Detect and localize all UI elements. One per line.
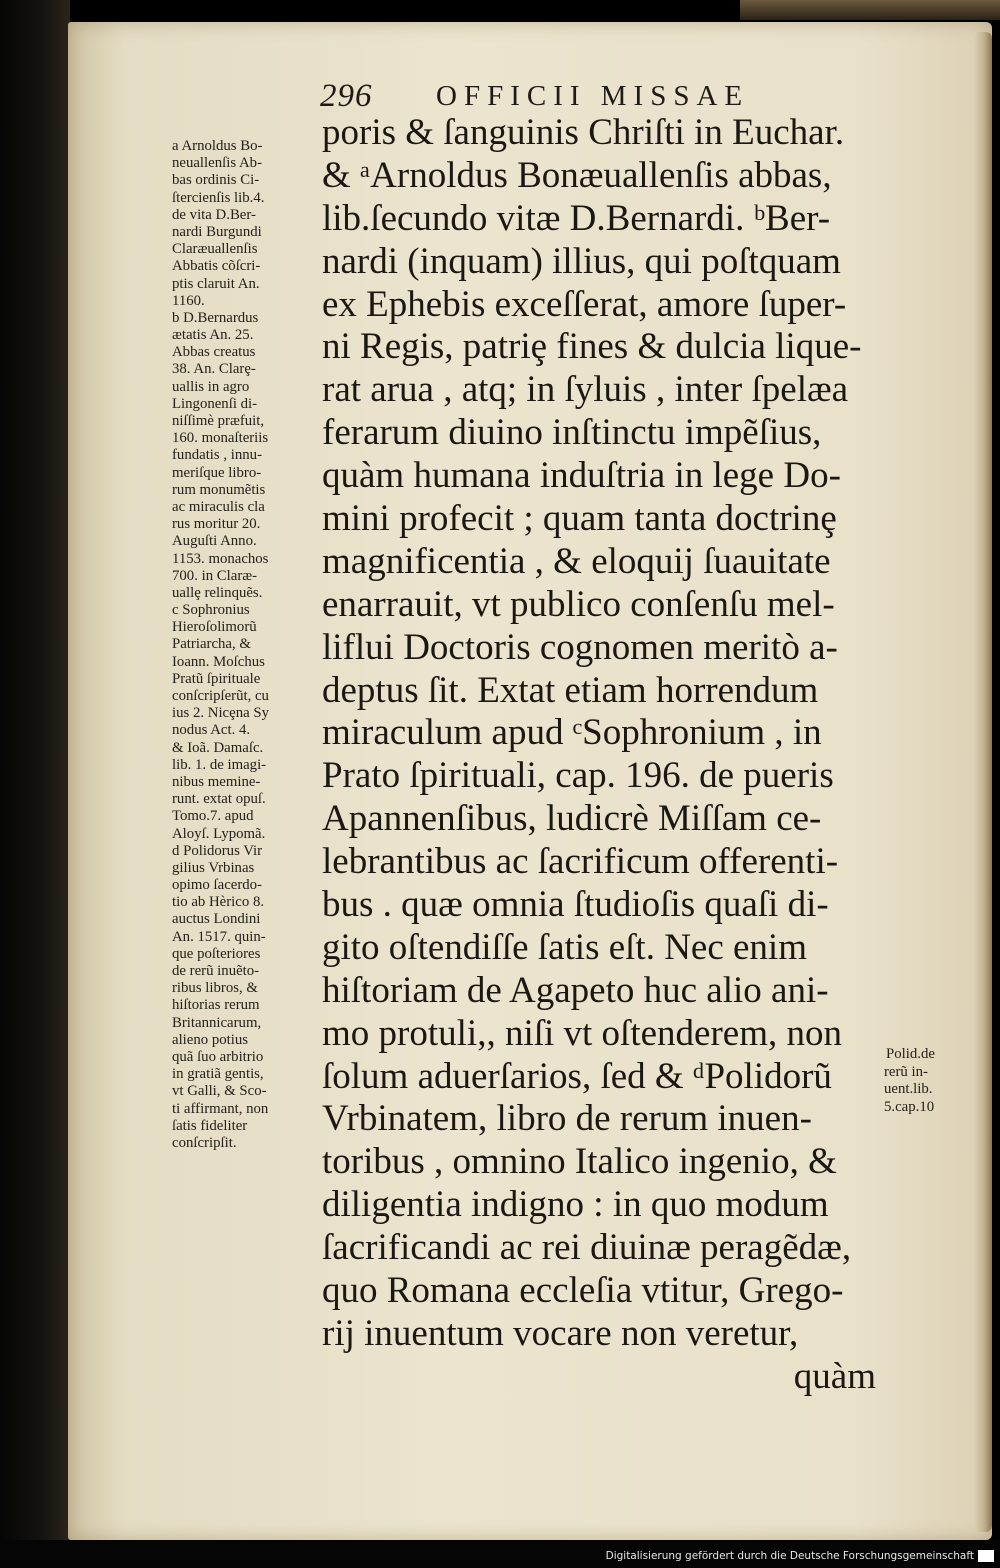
marginal-note-line: auctus Londini xyxy=(172,911,261,928)
top-binding-edge xyxy=(740,0,1000,20)
footer-bar xyxy=(0,1540,1000,1568)
text-line: quàm xyxy=(793,1355,876,1397)
text-line: mini profecit ; quam tanta doctrinȩ xyxy=(322,498,837,540)
text-line: & ᵃArnoldus Bonæuallenſis abbas, xyxy=(322,154,832,196)
text-line: miraculum apud ᶜSophronium , in xyxy=(322,712,822,754)
marginal-note-line: uallȩ relinquẽs. xyxy=(172,584,263,601)
marginal-note-line: 38. An. Clarȩ- xyxy=(172,361,256,378)
text-line: nardi (inquam) illius, qui poſtquam xyxy=(322,240,841,282)
running-title: OFFICII MISSAE xyxy=(436,80,750,112)
marginal-note-line: ac miraculis cla xyxy=(172,498,265,515)
marginal-note-line: gilius Vrbinas xyxy=(172,859,255,876)
text-line: magnificentia , & eloquij ſuauitate xyxy=(322,540,831,582)
marginal-note-line: vt Galli, & Sco- xyxy=(172,1083,267,1100)
page-number: 296 xyxy=(320,78,373,114)
text-line: lib.ſecundo vitæ D.Bernardi. ᵇBer- xyxy=(322,197,831,239)
text-line: quàm humana induſtria in lege Do- xyxy=(322,455,841,497)
marginal-note-line: rus moritur 20. xyxy=(172,516,261,533)
marginal-note-line: opimo ſacerdo- xyxy=(172,877,262,894)
main-text-block xyxy=(322,112,892,1399)
text-line: rat arua , atq; in ſyluis , inter ſpelæa xyxy=(322,369,849,411)
marginal-note-line: meriſque libro- xyxy=(172,464,262,481)
text-line: ſacrificandi ac rei diuinæ peragẽdæ, xyxy=(322,1227,852,1269)
marginal-note-line: 160. monaſteriis xyxy=(172,430,269,447)
text-line: ex Ephebis exceſſerat, amore ſuper- xyxy=(322,283,847,325)
text-line: Vrbinatem, libro de rerum inuen- xyxy=(322,1098,812,1140)
marginal-note-line: Pratũ ſpirituale xyxy=(172,670,261,687)
marginal-note-line: nodus Act. 4. xyxy=(172,722,251,739)
marginal-note-line: ſtercienſis lib.4. xyxy=(172,189,265,206)
marginal-note-line: c Sophronius xyxy=(172,602,250,619)
marginal-note-line: ſatis fideliter xyxy=(172,1117,248,1134)
marginal-note-line: alieno potius xyxy=(172,1031,249,1048)
marginal-note-line: nibus memine- xyxy=(172,773,261,790)
text-line: quo Romana eccleſia vtitur, Grego- xyxy=(322,1270,844,1312)
marginal-note-line: Claræuallenſis xyxy=(172,241,258,258)
right-marginal-note xyxy=(884,1046,994,1116)
text-line: gito oſtendiſſe ſatis eſt. Nec enim xyxy=(322,926,807,968)
marginal-note-line: bas ordinis Ci- xyxy=(172,172,260,189)
text-line: hiſtoriam de Agapeto huc alio ani- xyxy=(322,969,829,1011)
marginal-note-line: Britannicarum, xyxy=(172,1014,262,1031)
marginal-note-line: b D.Bernardus xyxy=(172,309,259,326)
text-line: deptus ſit. Extat etiam horrendum xyxy=(322,669,819,711)
marginal-note-line: ius 2. Nicȩna Sy xyxy=(172,705,269,722)
marginal-note-line: ti affirmant, non xyxy=(172,1100,269,1117)
marginal-note-line: 1153. monachos xyxy=(172,550,269,567)
text-line: enarrauit, vt publico conſenſu mel- xyxy=(322,583,835,625)
text-line: Apannenſibus, ludicrè Miſſam ce- xyxy=(322,798,822,840)
left-marginal-notes xyxy=(172,138,322,1152)
marginal-note-line: de rerũ inuẽto- xyxy=(172,963,260,979)
marginal-note-line: Polid.de xyxy=(886,1046,935,1062)
marginal-note-line: 5.cap.10 xyxy=(884,1098,935,1115)
marginal-note-line: uent.lib. xyxy=(884,1081,933,1098)
marginal-note-line: Auguſti Anno. xyxy=(172,533,257,550)
marginal-note-line: in gratiã gentis, xyxy=(172,1066,264,1083)
marginal-note-line: quã ſuo arbitrio xyxy=(172,1048,264,1065)
marginal-note-line: rum monumẽtis xyxy=(172,481,266,498)
marginal-note-line: d Polidorus Vir xyxy=(172,842,263,859)
text-line: ſolum aduerſarios, ſed & ᵈPolidorũ xyxy=(322,1055,832,1097)
page-edge xyxy=(974,32,992,1532)
book-spine xyxy=(0,0,70,1568)
marginal-note-line: An. 1517. quin- xyxy=(172,928,266,945)
text-line: lebrantibus ac ſacrificum offerenti- xyxy=(322,841,839,883)
text-line: liflui Doctoris cognomen meritò a- xyxy=(322,626,838,668)
marginal-note-line: runt. extat opuſ. xyxy=(172,791,266,808)
marginal-note-line: ætatis An. 25. xyxy=(172,327,254,344)
marginal-note-line: niſſimè præfuit, xyxy=(172,413,265,429)
text-line: bus . quæ omnia ſtudioſis quaſi di- xyxy=(322,884,829,926)
marginal-note-line: neuallenſis Ab- xyxy=(172,155,262,172)
text-line: poris & ſanguinis Chriſti in Euchar. xyxy=(322,112,845,153)
marginal-note-line: tio ab Hèrico 8. xyxy=(172,894,265,911)
marginal-note-line: lib. 1. de imagi- xyxy=(172,756,267,773)
text-line: diligentia indigno : in quo modum xyxy=(322,1184,829,1226)
marginal-note-line: 700. in Claræ- xyxy=(172,567,258,584)
marginal-note-line: Tomo.7. apud xyxy=(172,808,254,825)
marginal-note-line: Abbas creatus xyxy=(172,344,256,361)
text-line: toribus , omnino Italico ingenio, & xyxy=(322,1141,837,1183)
marginal-note-line: de vita D.Ber- xyxy=(172,206,256,223)
marginal-note-line: Hieroſolimorũ xyxy=(172,619,257,636)
marginal-note-line: Lingonenſi di- xyxy=(172,395,258,412)
text-line: ferarum diuino inſtinctu impẽſius, xyxy=(322,412,822,454)
marginal-note-line: Patriarcha, & xyxy=(172,636,251,653)
marginal-note-line: rerũ in- xyxy=(884,1063,928,1080)
marginal-note-line: & Ioã. Damaſc. xyxy=(172,739,264,756)
text-line: mo protuli,, niſi vt oſtenderem, non xyxy=(322,1012,842,1054)
funding-credit: Digitalisierung gefördert durch die Deutsche Forschungsgemeinschaft xyxy=(605,1550,974,1562)
marginal-note-line: a Arnoldus Bo- xyxy=(172,138,263,154)
marginal-note-line: nardi Burgundi xyxy=(172,223,262,240)
marginal-note-line: ptis claruit An. xyxy=(172,275,260,292)
marginal-note-line: uallis in agro xyxy=(172,378,250,395)
text-line: rij inuentum vocare non veretur, xyxy=(322,1312,799,1354)
marginal-note-line: Ioann. Moſchus xyxy=(172,653,265,670)
text-line: Prato ſpirituali, cap. 196. de pueris xyxy=(322,755,834,797)
marginal-note-line: conſcripſit. xyxy=(172,1134,237,1151)
marginal-note-line: ribus libros, & xyxy=(172,980,258,997)
marginal-note-line: 1160. xyxy=(172,292,205,309)
dfg-logo-icon xyxy=(978,1550,994,1562)
text-line: ni Regis, patriȩ fines & dulcia lique- xyxy=(322,326,862,368)
marginal-note-line: conſcripſerũt, cu xyxy=(172,688,269,704)
marginal-note-line: fundatis , innu- xyxy=(172,447,263,464)
marginal-note-line: Abbatis cõſcri- xyxy=(172,258,261,275)
marginal-note-line: Aloyſ. Lypomã. xyxy=(172,825,266,842)
marginal-note-line: que poſteriores xyxy=(172,945,261,962)
marginal-note-line: hiſtorias rerum xyxy=(172,997,260,1014)
